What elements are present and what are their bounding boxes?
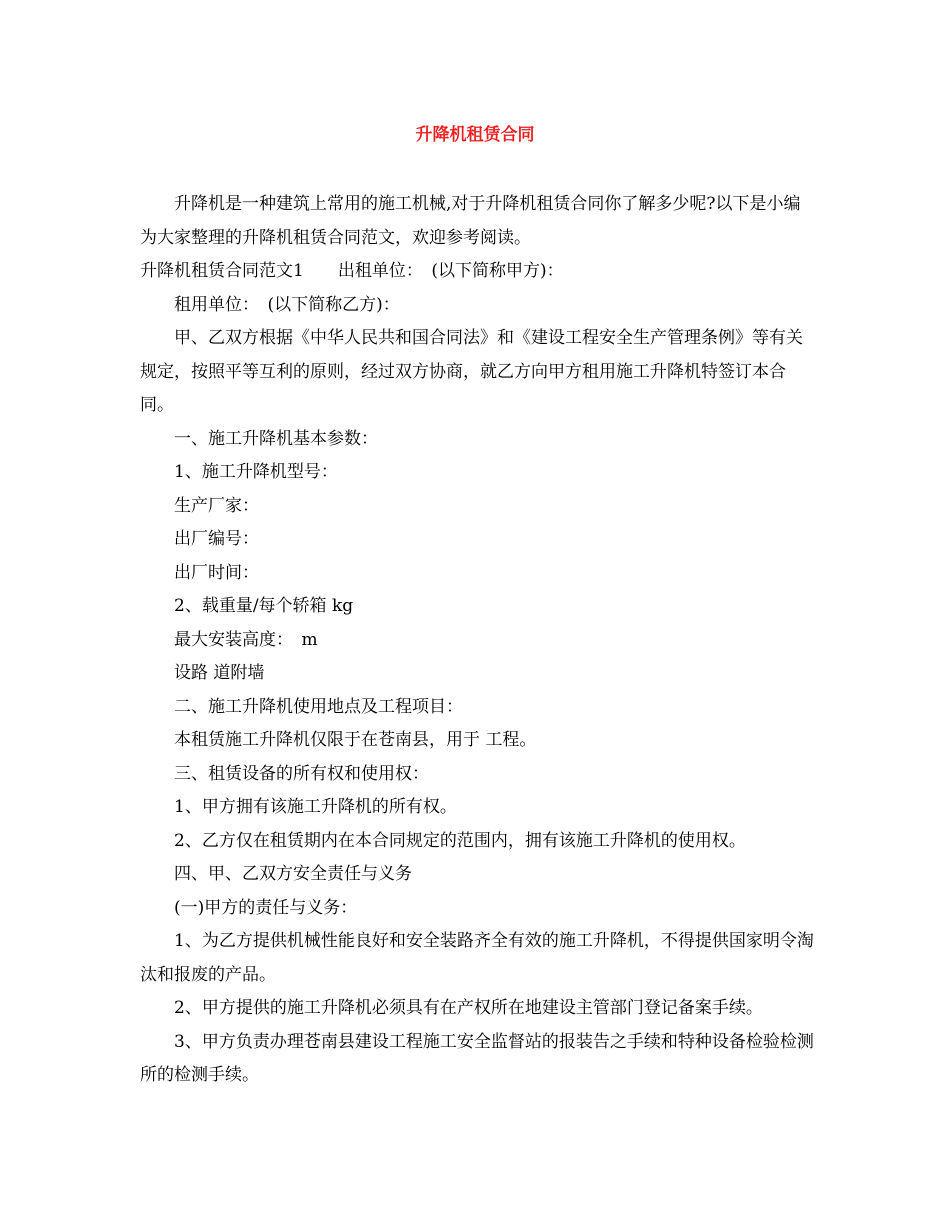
max-height-line: 最大安装高度： m [174,629,318,650]
duty-3-paragraph: 3、甲方负责办理苍南县建设工程施工安全监督站的报装告之手续和特种设备检验检测所的检测手续。 [140,1031,814,1085]
duty-1-paragraph: 1、为乙方提供机械性能良好和安全装路齐全有效的施工升降机，不得提供国家明令淘汰和报废的产品。 [140,931,814,985]
manufacturer-line: 生产厂家： [174,495,259,516]
document-title: 升降机租赁合同 [415,125,535,145]
sample-heading-lessor: 升降机租赁合同范文1 出租单位： (以下简称甲方)： [140,261,564,281]
section-1-heading: 一、施工升降机基本参数： [174,428,378,449]
document-body [140,188,814,1093]
model-line: 1、施工升降机型号： [174,462,338,482]
manufacture-date-line: 出厂时间： [174,562,259,583]
intro-paragraph: 升降机是一种建筑上常用的施工机械,对于升降机租赁合同你了解多少呢?以下是小编为大家整理的升降机租赁合同范文，欢迎参考阅读。 [140,194,801,248]
usage-right-line: 2、乙方仅在租赁期内在本合同规定的范围内，拥有该施工升降机的使用权。 [174,830,746,851]
section-2-heading: 二、施工升降机使用地点及工程项目： [174,696,463,717]
serial-number-line: 出厂编号： [174,529,259,549]
section-3-heading: 三、租赁设备的所有权和使用权： [174,763,429,784]
duty-2-paragraph: 2、甲方提供的施工升降机必须具有在产权所在地建设主管部门登记备案手续。 [174,998,763,1018]
lessee-line: 租用单位： (以下简称乙方)： [174,294,400,315]
subsection-a-heading: (一)甲方的责任与义务： [174,897,358,918]
location-line: 本租赁施工升降机仅限于在苍南县，用于 工程。 [174,730,537,750]
ownership-line: 1、甲方拥有该施工升降机的所有权。 [174,797,457,817]
load-capacity-line: 2、载重量/每个轿箱 kg [174,596,354,616]
section-4-heading: 四、甲、乙双方安全责任与义务 [174,864,412,884]
wall-attachment-line: 设路 道附墙 [174,663,265,683]
preamble-paragraph: 甲、乙双方根据《中华人民共和国合同法》和《建设工程安全生产管理条例》等有关规定，按照平等互利的原则，经过双方协商，就乙方向甲方租用施工升降机特签订本合同。 [140,328,803,415]
